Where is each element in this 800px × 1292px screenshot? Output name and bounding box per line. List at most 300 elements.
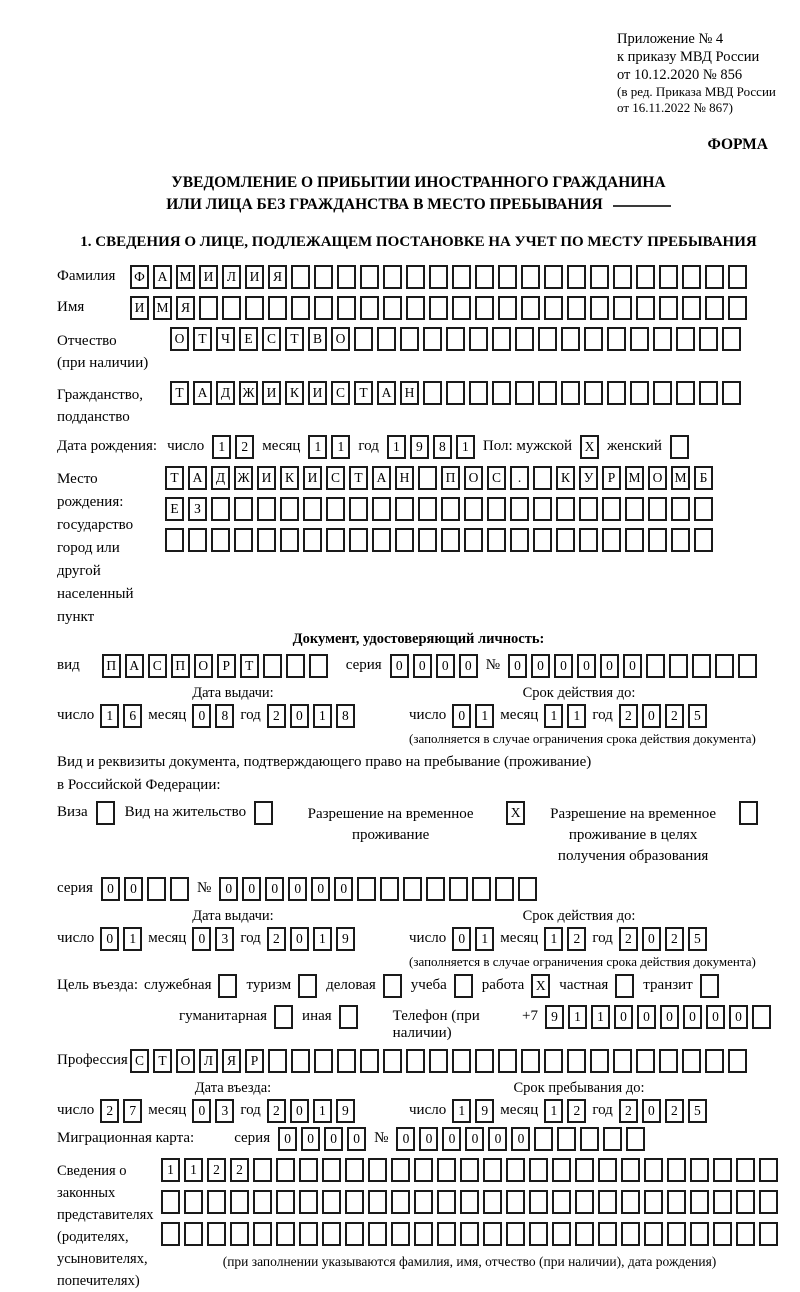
char-cell[interactable]: 0 (642, 1099, 661, 1123)
char-cell[interactable] (653, 327, 672, 351)
char-cell[interactable] (314, 265, 333, 289)
char-cell[interactable]: 1 (313, 1099, 332, 1123)
char-cell[interactable]: 0 (729, 1005, 748, 1029)
char-cell[interactable]: М (153, 296, 172, 320)
char-cell[interactable] (464, 497, 483, 521)
char-cell[interactable]: Ф (130, 265, 149, 289)
char-cell[interactable] (598, 1158, 617, 1182)
char-cell[interactable]: 6 (123, 704, 142, 728)
char-cell[interactable]: 0 (642, 927, 661, 951)
char-cell[interactable]: 0 (347, 1127, 366, 1151)
char-cell[interactable]: 0 (288, 877, 307, 901)
char-cell[interactable]: И (130, 296, 149, 320)
char-cell[interactable]: 1 (452, 1099, 471, 1123)
char-cell[interactable]: 9 (410, 435, 429, 459)
char-cell[interactable] (475, 265, 494, 289)
char-cell[interactable] (337, 265, 356, 289)
char-cell[interactable] (218, 974, 237, 998)
char-cell[interactable] (584, 327, 603, 351)
char-cell[interactable]: Ж (239, 381, 258, 405)
char-cell[interactable]: 0 (419, 1127, 438, 1151)
char-cell[interactable] (699, 381, 718, 405)
char-cell[interactable]: О (194, 654, 213, 678)
char-cell[interactable] (349, 497, 368, 521)
char-cell[interactable]: 3 (215, 1099, 234, 1123)
char-cell[interactable]: 2 (619, 704, 638, 728)
char-cell[interactable] (567, 296, 586, 320)
char-cell[interactable] (644, 1222, 663, 1246)
char-cell[interactable]: 0 (324, 1127, 343, 1151)
char-cell[interactable] (441, 528, 460, 552)
char-cell[interactable] (613, 296, 632, 320)
char-cell[interactable] (268, 1049, 287, 1073)
char-cell[interactable] (449, 877, 468, 901)
char-cell[interactable]: 0 (124, 877, 143, 901)
char-cell[interactable]: 2 (665, 927, 684, 951)
char-cell[interactable] (518, 877, 537, 901)
char-cell[interactable]: 1 (568, 1005, 587, 1029)
char-cell[interactable] (454, 974, 473, 998)
char-cell[interactable]: 1 (100, 704, 119, 728)
char-cell[interactable]: 0 (637, 1005, 656, 1029)
char-cell[interactable] (368, 1158, 387, 1182)
char-cell[interactable]: 2 (665, 1099, 684, 1123)
char-cell[interactable] (736, 1190, 755, 1214)
char-cell[interactable] (575, 1222, 594, 1246)
char-cell[interactable]: И (308, 381, 327, 405)
char-cell[interactable] (529, 1222, 548, 1246)
char-cell[interactable]: 1 (544, 927, 563, 951)
char-cell[interactable] (360, 296, 379, 320)
char-cell[interactable] (429, 1049, 448, 1073)
char-cell[interactable] (690, 1222, 709, 1246)
char-cell[interactable]: 2 (619, 927, 638, 951)
char-cell[interactable] (636, 265, 655, 289)
char-cell[interactable] (552, 1190, 571, 1214)
char-cell[interactable] (254, 801, 273, 825)
char-cell[interactable] (533, 497, 552, 521)
char-cell[interactable]: 2 (267, 1099, 286, 1123)
char-cell[interactable]: 9 (336, 1099, 355, 1123)
char-cell[interactable]: 0 (192, 1099, 211, 1123)
char-cell[interactable] (276, 1222, 295, 1246)
char-cell[interactable] (669, 654, 688, 678)
char-cell[interactable] (625, 497, 644, 521)
char-cell[interactable] (621, 1222, 640, 1246)
char-cell[interactable] (161, 1222, 180, 1246)
char-cell[interactable] (464, 528, 483, 552)
char-cell[interactable] (211, 528, 230, 552)
char-cell[interactable] (475, 296, 494, 320)
char-cell[interactable] (299, 1158, 318, 1182)
char-cell[interactable]: 1 (456, 435, 475, 459)
char-cell[interactable] (165, 528, 184, 552)
char-cell[interactable] (383, 265, 402, 289)
char-cell[interactable] (694, 497, 713, 521)
char-cell[interactable]: Т (170, 381, 189, 405)
char-cell[interactable] (326, 497, 345, 521)
char-cell[interactable]: 7 (123, 1099, 142, 1123)
char-cell[interactable] (492, 327, 511, 351)
char-cell[interactable]: 0 (442, 1127, 461, 1151)
char-cell[interactable]: С (331, 381, 350, 405)
char-cell[interactable] (682, 296, 701, 320)
char-cell[interactable]: 0 (390, 654, 409, 678)
char-cell[interactable] (383, 1049, 402, 1073)
char-cell[interactable] (705, 296, 724, 320)
char-cell[interactable] (345, 1158, 364, 1182)
char-cell[interactable] (460, 1158, 479, 1182)
char-cell[interactable] (699, 327, 718, 351)
char-cell[interactable] (452, 1049, 471, 1073)
char-cell[interactable] (426, 877, 445, 901)
char-cell[interactable]: П (171, 654, 190, 678)
char-cell[interactable] (472, 877, 491, 901)
char-cell[interactable] (280, 497, 299, 521)
char-cell[interactable]: М (625, 466, 644, 490)
char-cell[interactable] (644, 1158, 663, 1182)
char-cell[interactable] (700, 974, 719, 998)
char-cell[interactable] (446, 327, 465, 351)
char-cell[interactable] (291, 265, 310, 289)
char-cell[interactable] (309, 654, 328, 678)
char-cell[interactable]: Б (694, 466, 713, 490)
char-cell[interactable]: 0 (706, 1005, 725, 1029)
char-cell[interactable]: . (510, 466, 529, 490)
char-cell[interactable] (607, 327, 626, 351)
char-cell[interactable] (492, 381, 511, 405)
char-cell[interactable]: О (648, 466, 667, 490)
char-cell[interactable] (713, 1222, 732, 1246)
char-cell[interactable]: 0 (623, 654, 642, 678)
char-cell[interactable] (274, 1005, 293, 1029)
char-cell[interactable] (728, 265, 747, 289)
char-cell[interactable]: 0 (452, 704, 471, 728)
char-cell[interactable] (561, 381, 580, 405)
char-cell[interactable] (667, 1190, 686, 1214)
char-cell[interactable]: 5 (688, 927, 707, 951)
char-cell[interactable]: 0 (278, 1127, 297, 1151)
char-cell[interactable] (460, 1222, 479, 1246)
char-cell[interactable] (630, 381, 649, 405)
char-cell[interactable]: Ж (234, 466, 253, 490)
char-cell[interactable]: М (671, 466, 690, 490)
char-cell[interactable]: 0 (465, 1127, 484, 1151)
char-cell[interactable]: 0 (413, 654, 432, 678)
char-cell[interactable] (372, 497, 391, 521)
char-cell[interactable] (556, 497, 575, 521)
char-cell[interactable] (533, 528, 552, 552)
char-cell[interactable]: 9 (475, 1099, 494, 1123)
char-cell[interactable] (544, 1049, 563, 1073)
char-cell[interactable] (291, 1049, 310, 1073)
char-cell[interactable] (728, 1049, 747, 1073)
char-cell[interactable]: М (176, 265, 195, 289)
char-cell[interactable]: 0 (192, 704, 211, 728)
char-cell[interactable] (357, 877, 376, 901)
char-cell[interactable] (406, 1049, 425, 1073)
char-cell[interactable] (207, 1222, 226, 1246)
char-cell[interactable]: 1 (591, 1005, 610, 1029)
char-cell[interactable] (437, 1190, 456, 1214)
char-cell[interactable]: Н (395, 466, 414, 490)
char-cell[interactable] (498, 1049, 517, 1073)
char-cell[interactable] (207, 1190, 226, 1214)
char-cell[interactable] (670, 435, 689, 459)
char-cell[interactable]: 9 (545, 1005, 564, 1029)
char-cell[interactable] (354, 327, 373, 351)
char-cell[interactable] (603, 1127, 622, 1151)
char-cell[interactable] (211, 497, 230, 521)
char-cell[interactable]: С (262, 327, 281, 351)
char-cell[interactable]: О (464, 466, 483, 490)
char-cell[interactable] (759, 1158, 778, 1182)
char-cell[interactable] (161, 1190, 180, 1214)
char-cell[interactable]: И (257, 466, 276, 490)
char-cell[interactable]: О (331, 327, 350, 351)
char-cell[interactable] (602, 497, 621, 521)
char-cell[interactable]: 8 (215, 704, 234, 728)
char-cell[interactable] (621, 1190, 640, 1214)
char-cell[interactable] (391, 1190, 410, 1214)
char-cell[interactable] (276, 1158, 295, 1182)
char-cell[interactable]: 1 (387, 435, 406, 459)
char-cell[interactable] (659, 1049, 678, 1073)
char-cell[interactable] (529, 1190, 548, 1214)
char-cell[interactable]: 2 (665, 704, 684, 728)
char-cell[interactable] (495, 877, 514, 901)
char-cell[interactable] (590, 265, 609, 289)
char-cell[interactable] (659, 296, 678, 320)
char-cell[interactable]: Е (165, 497, 184, 521)
char-cell[interactable]: Т (165, 466, 184, 490)
char-cell[interactable]: А (193, 381, 212, 405)
char-cell[interactable]: 0 (396, 1127, 415, 1151)
char-cell[interactable] (253, 1190, 272, 1214)
char-cell[interactable]: И (303, 466, 322, 490)
char-cell[interactable] (521, 1049, 540, 1073)
char-cell[interactable] (326, 528, 345, 552)
char-cell[interactable] (406, 265, 425, 289)
char-cell[interactable] (345, 1190, 364, 1214)
char-cell[interactable]: 0 (459, 654, 478, 678)
char-cell[interactable] (713, 1190, 732, 1214)
char-cell[interactable] (314, 296, 333, 320)
char-cell[interactable] (487, 528, 506, 552)
char-cell[interactable]: 8 (433, 435, 452, 459)
char-cell[interactable] (299, 1190, 318, 1214)
char-cell[interactable] (400, 327, 419, 351)
char-cell[interactable]: Т (349, 466, 368, 490)
char-cell[interactable]: С (130, 1049, 149, 1073)
char-cell[interactable]: Т (193, 327, 212, 351)
char-cell[interactable]: 1 (475, 704, 494, 728)
char-cell[interactable]: Н (400, 381, 419, 405)
char-cell[interactable] (625, 528, 644, 552)
char-cell[interactable] (199, 296, 218, 320)
char-cell[interactable] (391, 1158, 410, 1182)
char-cell[interactable]: 0 (614, 1005, 633, 1029)
char-cell[interactable]: 2 (267, 927, 286, 951)
char-cell[interactable]: 0 (508, 654, 527, 678)
char-cell[interactable] (615, 974, 634, 998)
char-cell[interactable]: Т (153, 1049, 172, 1073)
char-cell[interactable] (222, 296, 241, 320)
char-cell[interactable]: В (308, 327, 327, 351)
char-cell[interactable] (579, 528, 598, 552)
char-cell[interactable] (567, 265, 586, 289)
char-cell[interactable] (694, 528, 713, 552)
char-cell[interactable] (253, 1222, 272, 1246)
char-cell[interactable] (671, 528, 690, 552)
char-cell[interactable] (613, 1049, 632, 1073)
char-cell[interactable] (544, 296, 563, 320)
char-cell[interactable] (291, 296, 310, 320)
char-cell[interactable]: 1 (544, 704, 563, 728)
char-cell[interactable]: 0 (192, 927, 211, 951)
char-cell[interactable] (337, 1049, 356, 1073)
char-cell[interactable] (538, 327, 557, 351)
char-cell[interactable]: 0 (290, 704, 309, 728)
char-cell[interactable] (506, 1190, 525, 1214)
char-cell[interactable] (515, 381, 534, 405)
char-cell[interactable] (286, 654, 305, 678)
char-cell[interactable]: 1 (544, 1099, 563, 1123)
char-cell[interactable] (644, 1190, 663, 1214)
char-cell[interactable]: X (531, 974, 550, 998)
char-cell[interactable] (705, 265, 724, 289)
char-cell[interactable] (671, 497, 690, 521)
char-cell[interactable] (280, 528, 299, 552)
char-cell[interactable] (418, 466, 437, 490)
char-cell[interactable]: 0 (242, 877, 261, 901)
char-cell[interactable] (452, 265, 471, 289)
char-cell[interactable]: 0 (683, 1005, 702, 1029)
char-cell[interactable]: 0 (290, 927, 309, 951)
char-cell[interactable] (276, 1190, 295, 1214)
char-cell[interactable] (460, 1190, 479, 1214)
char-cell[interactable]: К (556, 466, 575, 490)
char-cell[interactable] (690, 1190, 709, 1214)
char-cell[interactable] (739, 801, 758, 825)
char-cell[interactable] (437, 1158, 456, 1182)
char-cell[interactable]: А (125, 654, 144, 678)
char-cell[interactable] (96, 801, 115, 825)
char-cell[interactable] (533, 466, 552, 490)
char-cell[interactable]: 0 (452, 927, 471, 951)
char-cell[interactable]: 0 (290, 1099, 309, 1123)
char-cell[interactable]: Я (268, 265, 287, 289)
char-cell[interactable] (552, 1222, 571, 1246)
char-cell[interactable] (391, 1222, 410, 1246)
char-cell[interactable] (475, 1049, 494, 1073)
char-cell[interactable]: 2 (230, 1158, 249, 1182)
char-cell[interactable] (648, 497, 667, 521)
char-cell[interactable] (636, 296, 655, 320)
char-cell[interactable]: Л (199, 1049, 218, 1073)
char-cell[interactable] (360, 265, 379, 289)
char-cell[interactable] (506, 1158, 525, 1182)
char-cell[interactable] (395, 497, 414, 521)
char-cell[interactable] (230, 1222, 249, 1246)
char-cell[interactable]: А (153, 265, 172, 289)
char-cell[interactable] (418, 528, 437, 552)
char-cell[interactable] (469, 327, 488, 351)
char-cell[interactable] (483, 1158, 502, 1182)
char-cell[interactable] (653, 381, 672, 405)
char-cell[interactable]: С (148, 654, 167, 678)
char-cell[interactable]: Р (245, 1049, 264, 1073)
char-cell[interactable] (510, 497, 529, 521)
char-cell[interactable] (303, 528, 322, 552)
char-cell[interactable]: 1 (331, 435, 350, 459)
char-cell[interactable]: Т (285, 327, 304, 351)
char-cell[interactable] (406, 296, 425, 320)
char-cell[interactable] (676, 381, 695, 405)
char-cell[interactable] (752, 1005, 771, 1029)
char-cell[interactable]: К (280, 466, 299, 490)
char-cell[interactable] (607, 381, 626, 405)
char-cell[interactable]: 0 (101, 877, 120, 901)
char-cell[interactable] (690, 1158, 709, 1182)
char-cell[interactable] (621, 1158, 640, 1182)
char-cell[interactable] (368, 1222, 387, 1246)
char-cell[interactable] (498, 265, 517, 289)
char-cell[interactable]: 0 (660, 1005, 679, 1029)
char-cell[interactable] (579, 497, 598, 521)
char-cell[interactable] (575, 1158, 594, 1182)
char-cell[interactable] (487, 497, 506, 521)
char-cell[interactable] (667, 1158, 686, 1182)
char-cell[interactable] (423, 327, 442, 351)
char-cell[interactable]: 0 (100, 927, 119, 951)
char-cell[interactable]: С (487, 466, 506, 490)
char-cell[interactable]: Р (602, 466, 621, 490)
char-cell[interactable] (423, 381, 442, 405)
char-cell[interactable]: 3 (215, 927, 234, 951)
char-cell[interactable] (184, 1190, 203, 1214)
char-cell[interactable]: И (262, 381, 281, 405)
char-cell[interactable] (538, 381, 557, 405)
char-cell[interactable]: О (176, 1049, 195, 1073)
char-cell[interactable]: 1 (184, 1158, 203, 1182)
char-cell[interactable]: Д (211, 466, 230, 490)
char-cell[interactable]: Д (216, 381, 235, 405)
char-cell[interactable]: З (188, 497, 207, 521)
char-cell[interactable]: 1 (313, 927, 332, 951)
char-cell[interactable]: А (377, 381, 396, 405)
char-cell[interactable] (429, 265, 448, 289)
char-cell[interactable]: 0 (577, 654, 596, 678)
char-cell[interactable]: 8 (336, 704, 355, 728)
char-cell[interactable]: 0 (600, 654, 619, 678)
char-cell[interactable]: И (199, 265, 218, 289)
char-cell[interactable]: О (170, 327, 189, 351)
char-cell[interactable] (736, 1222, 755, 1246)
char-cell[interactable] (515, 327, 534, 351)
char-cell[interactable]: 2 (235, 435, 254, 459)
char-cell[interactable]: 1 (313, 704, 332, 728)
char-cell[interactable] (682, 1049, 701, 1073)
char-cell[interactable] (598, 1190, 617, 1214)
char-cell[interactable] (590, 1049, 609, 1073)
char-cell[interactable] (429, 296, 448, 320)
char-cell[interactable] (667, 1222, 686, 1246)
char-cell[interactable]: 5 (688, 704, 707, 728)
char-cell[interactable] (414, 1190, 433, 1214)
char-cell[interactable]: X (506, 801, 525, 825)
char-cell[interactable] (626, 1127, 645, 1151)
